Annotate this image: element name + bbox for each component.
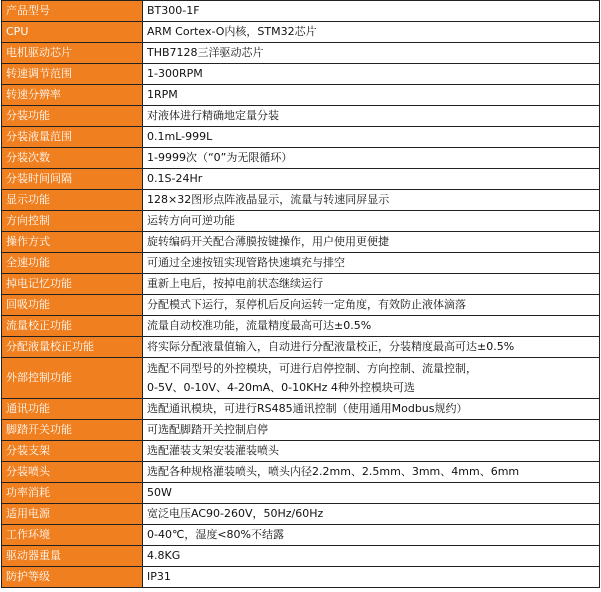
spec-label: CPU [2, 22, 143, 43]
spec-row-display [2, 190, 600, 211]
spec-row-operation [2, 232, 600, 253]
spec-label: 显示功能 [2, 190, 143, 211]
spec-value: 1-9999次（“0”为无限循环） [143, 148, 600, 169]
spec-row-flow-calibration [2, 316, 600, 337]
spec-label: 分装喷头 [2, 462, 143, 483]
spec-label: 电机驱动芯片 [2, 43, 143, 64]
spec-row-motor-chip [2, 43, 600, 64]
spec-label: 外部控制功能 [2, 358, 143, 399]
spec-value: 0.1S-24Hr [143, 169, 600, 190]
spec-row-power-memory [2, 274, 600, 295]
spec-value: 0-40℃，湿度<80%不结露 [143, 525, 600, 546]
spec-row-cpu [2, 22, 600, 43]
spec-row-volume-calibration [2, 337, 600, 358]
spec-row-dispense-count [2, 148, 600, 169]
spec-row-nozzle [2, 462, 600, 483]
spec-label: 驱动器重量 [2, 546, 143, 567]
spec-row-dispense-function [2, 106, 600, 127]
spec-value: ARM Cortex-O内核，STM32芯片 [143, 22, 600, 43]
spec-label: 适用电源 [2, 504, 143, 525]
spec-label: 流量校正功能 [2, 316, 143, 337]
spec-label: 脚踏开关功能 [2, 420, 143, 441]
spec-label: 分装液量范围 [2, 127, 143, 148]
spec-row-weight [2, 546, 600, 567]
spec-label: 转速调节范围 [2, 64, 143, 85]
spec-label: 功率消耗 [2, 483, 143, 504]
spec-value: 可选配脚踏开关控制启停 [143, 420, 600, 441]
spec-row-environment [2, 525, 600, 546]
spec-label: 回吸功能 [2, 295, 143, 316]
spec-value: 选配各种规格灌装喷头，喷头内径2.2mm、2.5mm、3mm、4mm、6mm [143, 462, 600, 483]
spec-row-dispense-volume [2, 127, 600, 148]
spec-row-speed-resolution [2, 85, 600, 106]
spec-value-line: 选配不同型号的外控模块，可进行启停控制、方向控制、流量控制， [147, 362, 477, 375]
spec-value-line: 0-5V、0-10V、4-20mA、0-10KHz 4种外控模块可选 [147, 381, 415, 394]
spec-value: 可通过全速按钮实现管路快速填充与排空 [143, 253, 600, 274]
spec-row-model [2, 1, 600, 22]
spec-table [1, 0, 600, 588]
spec-label: 分装次数 [2, 148, 143, 169]
spec-label: 掉电记忆功能 [2, 274, 143, 295]
spec-row-power-consumption [2, 483, 600, 504]
spec-label: 方向控制 [2, 211, 143, 232]
spec-label: 分装支架 [2, 441, 143, 462]
spec-value: 4.8KG [143, 546, 600, 567]
spec-value: 对液体进行精确地定量分装 [143, 106, 600, 127]
spec-value: 将实际分配液量值输入，自动进行分配液量校正，分装精度最高可达±0.5% [143, 337, 600, 358]
spec-row-power-supply [2, 504, 600, 525]
spec-value: 1RPM [143, 85, 600, 106]
spec-value: 运转方向可逆功能 [143, 211, 600, 232]
spec-value: 128×32图形点阵液晶显示，流量与转速同屏显示 [143, 190, 600, 211]
spec-label: 分装功能 [2, 106, 143, 127]
spec-row-full-speed [2, 253, 600, 274]
spec-value: 1-300RPM [143, 64, 600, 85]
spec-row-external-control [2, 358, 600, 399]
spec-row-stand [2, 441, 600, 462]
spec-row-direction [2, 211, 600, 232]
spec-row-communication [2, 399, 600, 420]
spec-label: 操作方式 [2, 232, 143, 253]
spec-value: THB7128三洋驱动芯片 [143, 43, 600, 64]
spec-value [143, 358, 600, 399]
spec-value: 旋转编码开关配合薄膜按键操作，用户使用更便捷 [143, 232, 600, 253]
spec-row-speed-range [2, 64, 600, 85]
spec-value: IP31 [143, 567, 600, 588]
spec-row-foot-switch [2, 420, 600, 441]
spec-value: 选配灌装支架安装灌装喷头 [143, 441, 600, 462]
spec-value: 分配模式下运行，泵停机后反向运转一定角度，有效防止液体滴落 [143, 295, 600, 316]
spec-label: 转速分辨率 [2, 85, 143, 106]
spec-row-dispense-interval [2, 169, 600, 190]
spec-value: 重新上电后，按掉电前状态继续运行 [143, 274, 600, 295]
spec-value: 50W [143, 483, 600, 504]
spec-label: 分装时间间隔 [2, 169, 143, 190]
spec-label: 工作环境 [2, 525, 143, 546]
spec-value: 流量自动校准功能，流量精度最高可达±0.5% [143, 316, 600, 337]
spec-label: 产品型号 [2, 1, 143, 22]
spec-value: 宽泛电压AC90-260V，50Hz/60Hz [143, 504, 600, 525]
spec-value: BT300-1F [143, 1, 600, 22]
spec-label: 防护等级 [2, 567, 143, 588]
spec-label: 通讯功能 [2, 399, 143, 420]
spec-label: 全速功能 [2, 253, 143, 274]
spec-value: 选配通讯模块，可进行RS485通讯控制（使用通用Modbus规约） [143, 399, 600, 420]
spec-label: 分配液量校正功能 [2, 337, 143, 358]
spec-row-suck-back [2, 295, 600, 316]
spec-value: 0.1mL-999L [143, 127, 600, 148]
spec-row-protection [2, 567, 600, 588]
